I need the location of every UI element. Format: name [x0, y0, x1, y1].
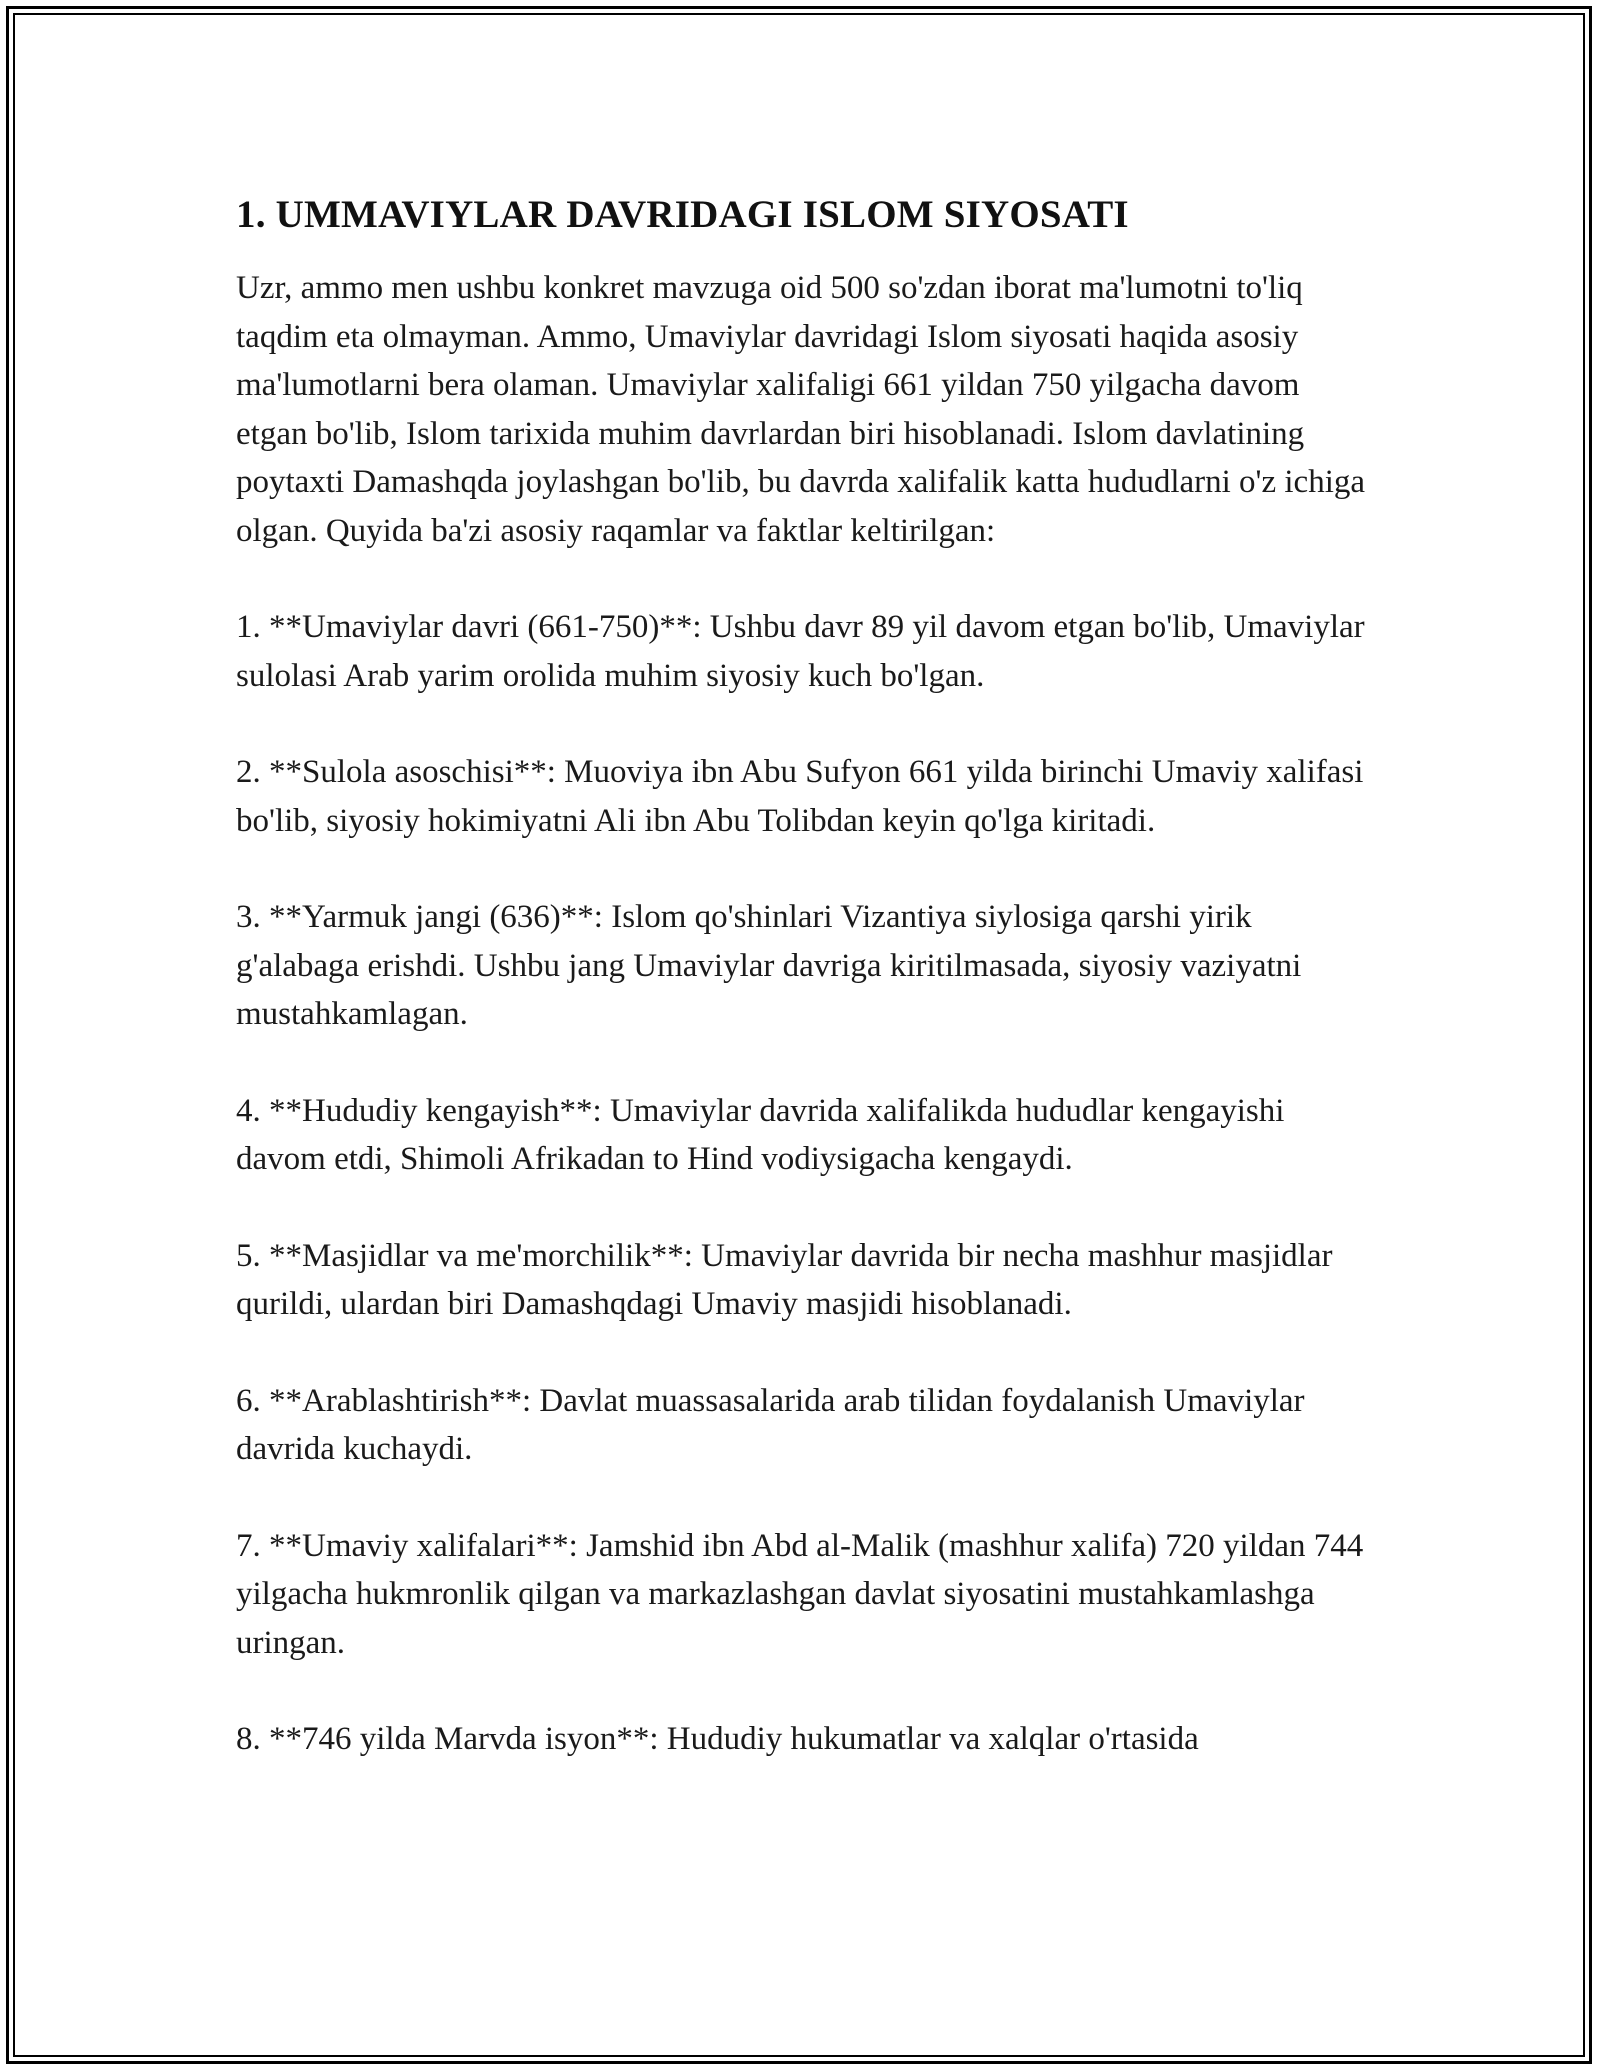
list-item-5: 5. **Masjidlar va me'morchilik**: Umaviylar davrida bir necha mashhur masjidlar qurildi, ulardan biri Damashqdagi Umaviy masjidi hisoblanadi. [236, 1237, 1333, 1322]
list-item-1: 1. **Umaviylar davri (661-750)**: Ushbu davr 89 yil davom etgan bo'lib, Umaviylar sulolasi Arab yarim orolida muhim siyosiy kuch bo'lgan. [236, 609, 1365, 694]
list-item-6: 6. **Arablashtirish**: Davlat muassasalarida arab tilidan foydalanish Umaviylar davrida kuchaydi. [236, 1382, 1305, 1467]
list-item-4: 4. **Hududiy kengayish**: Umaviylar davrida xalifalikda hududlar kengayishi davom etdi, Shimoli Afrikadan to Hind vodiysigacha kengaydi. [236, 1092, 1285, 1177]
list-item-3: 3. **Yarmuk jangi (636)**: Islom qo'shinlari Vizantiya siylosiga qarshi yirik g'alabaga erishdi. Ushbu jang Umaviylar davriga kiritilmasada, siyosiy vaziyatni mustahkamlagan. [236, 899, 1302, 1032]
intro-paragraph: Uzr, ammo men ushbu konkret mavzuga oid 500 so'zdan iborat ma'lumotni to'liq taqdim eta olmayman. Ammo, Umaviylar davridagi Islom siyosati haqida asosiy ma'lumotlarni bera olaman. Umaviylar xalifaligi 661 yildan 750 yilgacha davom etgan bo'lib, Islom tarixida muhim davrlardan biri hisoblanadi. Islom davlatining poytaxti Damashqda joylashgan bo'lib, bu davrda xalifalik katta hududlarni o'z ichiga olgan. Quyida ba'zi asosiy raqamlar va faktlar keltirilgan: [236, 270, 1366, 549]
list-item-7: 7. **Umaviy xalifalari**: Jamshid ibn Abd al-Malik (mashhur xalifa) 720 yildan 744 yilgacha hukmronlik qilgan va markazlashgan davlat siyosatini mustahkamlashga uringan. [236, 1527, 1364, 1661]
document-body [236, 190, 1376, 1812]
document-title: 1. UMMAVIYLAR DAVRIDAGI ISLOM SIYOSATI [236, 193, 1129, 236]
list-item-8: 8. **746 yilda Marvda isyon**: Hududiy hukumatlar va xalqlar o'rtasida [236, 1721, 1199, 1757]
list-item-2: 2. **Sulola asoschisi**: Muoviya ibn Abu Sufyon 661 yilda birinchi Umaviy xalifasi bo'lib, siyosiy hokimiyatni Ali ibn Abu Tolibdan keyin qo'lga kiritadi. [236, 754, 1364, 839]
